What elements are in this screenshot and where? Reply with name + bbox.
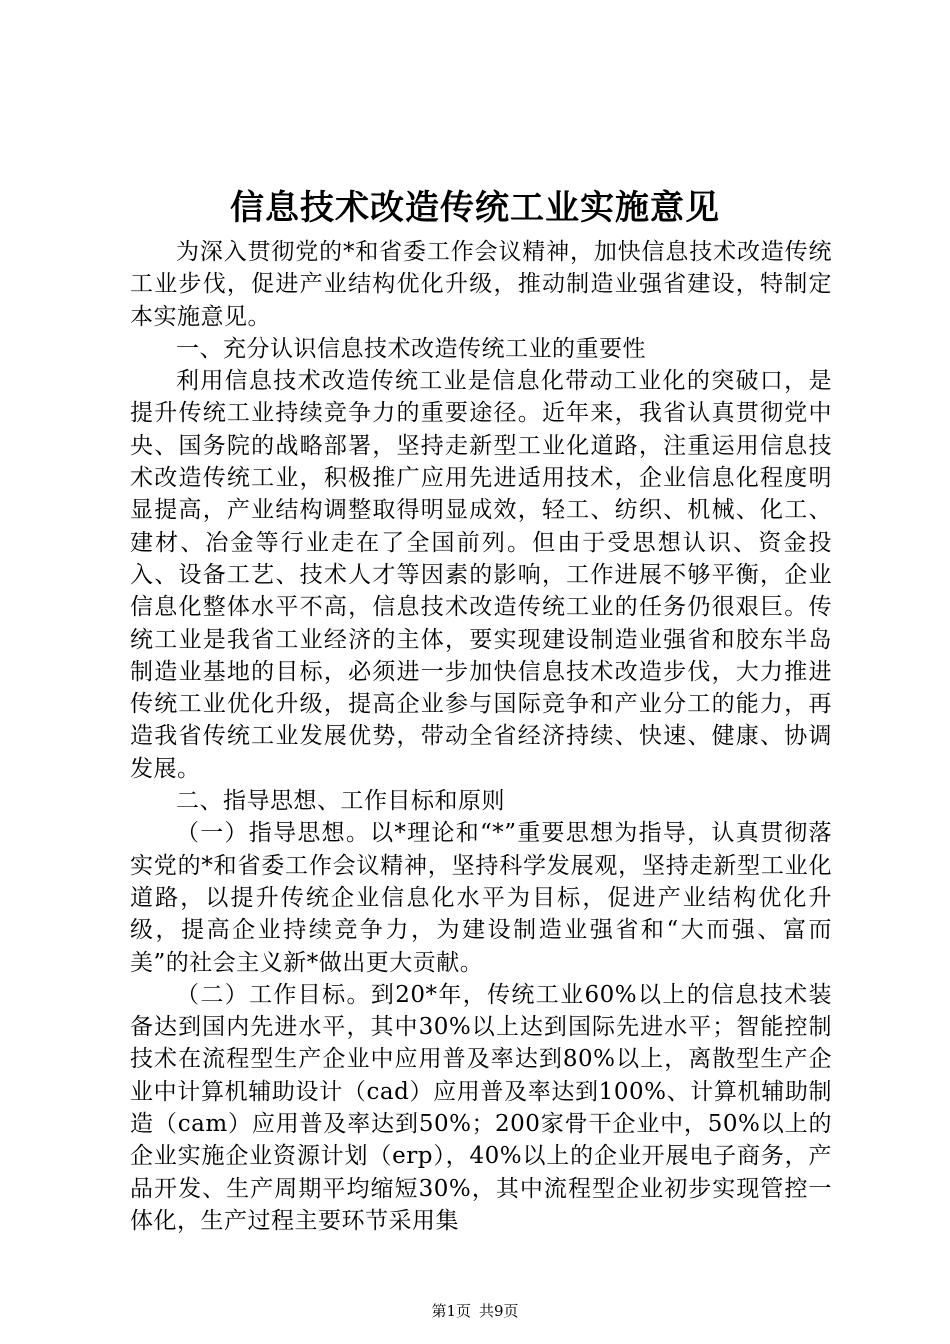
guiding-ideology-paragraph: （一）指导思想。以*理论和“*”重要思想为指导，认真贯彻落实党的*和省委工作会议精神，坚持科学发展观，坚持走新型工业化道路，以提升传统企业信息化水平为目标，促进产业结构优化升级，提高企业持续竞争力，为建设制造业强省和“大而强、富而美”的社会主义新*做出更大贡献。: [130, 820, 832, 976]
section-heading-1: 一、充分认识信息技术改造传统工业的重要性: [176, 335, 646, 362]
page-total: 共9页: [479, 1302, 519, 1320]
document-body: [130, 236, 832, 1237]
intro-paragraph: 为深入贯彻党的*和省委工作会议精神，加快信息技术改造传统工业步伐，促进产业结构优化升级，推动制造业强省建设，特制定本实施意见。: [130, 239, 832, 330]
page-number: 第1页: [431, 1302, 471, 1320]
section-heading-2: 二、指导思想、工作目标和原则: [176, 788, 505, 815]
work-goals-paragraph: （二）工作目标。到20*年，传统工业60%以上的信息技术装备达到国内先进水平，其中30%以上达到国际先进水平；智能控制技术在流程型生产企业中应用普及率达到80%以上，离散型生产企业中计算机辅助设计（cad）应用普及率达到100%、计算机辅助制造（cam）应用普及率达到50%；200家骨干企业中，50%以上的企业实施企业资源计划（erp），40%以上的企业开展电子商务，产品开发、生产周期平均缩短30%，其中流程型企业初步实现管控一体化，生产过程主要环节采用集: [130, 981, 832, 1234]
page-footer: [0, 1301, 950, 1321]
document-title: 信息技术改造传统工业实施意见: [230, 188, 720, 228]
section-1-paragraph: 利用信息技术改造传统工业是信息化带动工业化的突破口，是提升传统工业持续竞争力的重要途径。近年来，我省认真贯彻党中央、国务院的战略部署，坚持走新型工业化道路，注重运用信息技术改造传统工业，积极推广应用先进适用技术，企业信息化程度明显提高，产业结构调整取得明显成效，轻工、纺织、机械、化工、建材、冶金等行业走在了全国前列。但由于受思想认识、资金投入、设备工艺、技术人才等因素的影响，工作进展不够平衡，企业信息化整体水平不高，信息技术改造传统工业的任务仍很艰巨。传统工业是我省工业经济的主体，要实现建设制造业强省和胶东半岛制造业基地的目标，必须进一步加快信息技术改造步伐，大力推进传统工业优化升级，提高企业参与国际竞争和产业分工的能力，再造我省传统工业发展优势，带动全省经济持续、快速、健康、协调发展。: [130, 368, 832, 782]
